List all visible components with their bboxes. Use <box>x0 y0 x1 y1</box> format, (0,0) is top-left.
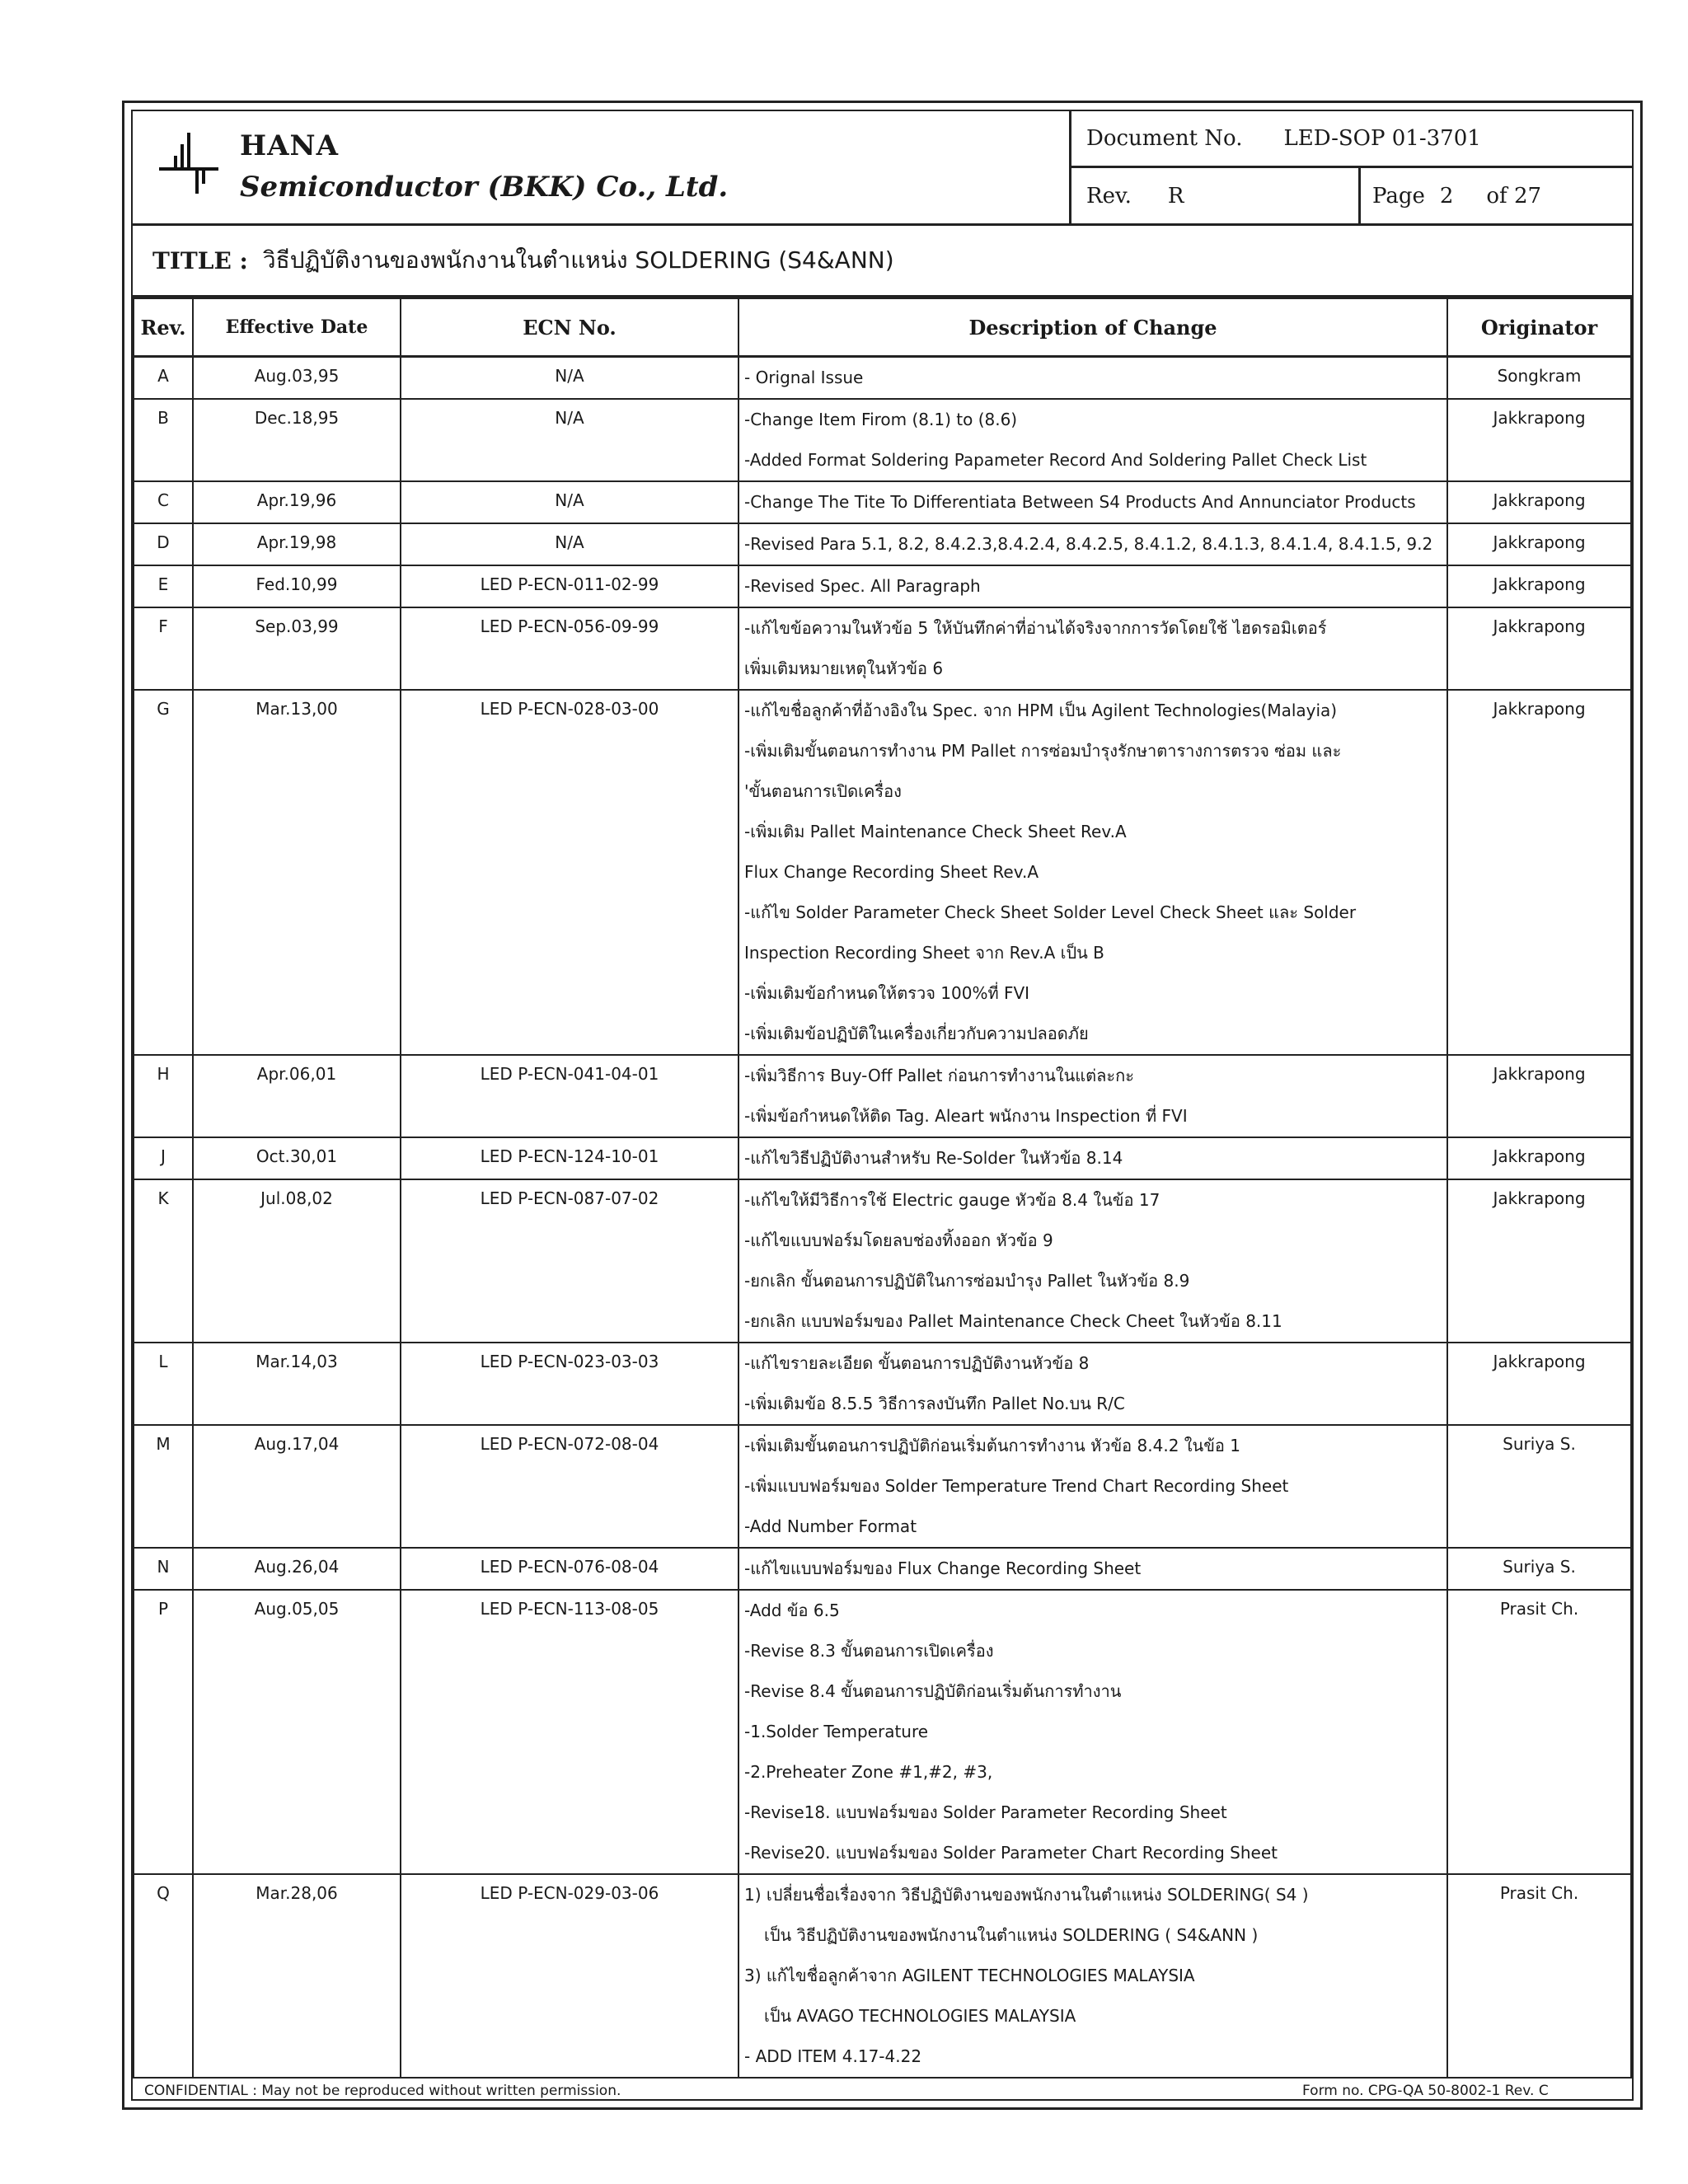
description-line: -Revise20. แบบฟอร์มของ Solder Parameter Chart Recording Sheet <box>744 1843 1278 1863</box>
description-line: เป็น วิธีปฏิบัติงานของพนักงานในตำแหน่ง SOLDERING ( S4&ANN ) <box>764 1925 1259 1945</box>
rev-cell: P <box>134 1590 193 1874</box>
document-inner-frame <box>131 110 1634 2101</box>
ecn-number-cell: LED P-ECN-023-03-03 <box>401 1343 738 1425</box>
ecn-number-cell: LED P-ECN-028-03-00 <box>401 690 738 1055</box>
title-label: TITLE : <box>152 246 248 274</box>
description-line: 3) แก้ไขชื่อลูกค้าจาก AGILENT TECHNOLOGIES MALAYSIA <box>744 1966 1195 1985</box>
originator-cell: Suriya S. <box>1447 1425 1631 1548</box>
effective-date-cell: Aug.05,05 <box>193 1590 401 1874</box>
document-number-row <box>1071 111 1632 168</box>
ecn-number-cell: LED P-ECN-124-10-01 <box>401 1137 738 1179</box>
description-cell <box>738 399 1447 481</box>
description-line: -เพิ่มข้อกำหนดให้ติด Tag. Aleart พนักงาน Inspection ที่ FVI <box>744 1106 1188 1126</box>
table-row <box>134 1055 1631 1137</box>
ecn-number-cell: N/A <box>401 399 738 481</box>
table-row <box>134 607 1631 690</box>
description-cell <box>738 481 1447 523</box>
description-line: 'ขั้นตอนการเปิดเครื่อง <box>744 781 902 801</box>
header-originator: Originator <box>1447 298 1631 357</box>
effective-date-cell: Aug.03,95 <box>193 357 401 400</box>
originator-cell: Jakkrapong <box>1447 523 1631 565</box>
ecn-number-cell: LED P-ECN-041-04-01 <box>401 1055 738 1137</box>
page-total: of 27 <box>1486 183 1542 209</box>
revision-history-table <box>133 298 1632 2079</box>
ecn-number-cell: LED P-ECN-056-09-99 <box>401 607 738 690</box>
rev-cell: E <box>134 565 193 607</box>
table-row <box>134 1179 1631 1343</box>
originator-cell: Jakkrapong <box>1447 1343 1631 1425</box>
description-cell <box>738 523 1447 565</box>
rev-cell: K <box>134 1179 193 1343</box>
table-row <box>134 357 1631 400</box>
description-line: 1) เปลี่ยนชื่อเรื่องจาก วิธีปฏิบัติงานของพนักงานในตำแหน่ง SOLDERING( S4 ) <box>744 1885 1309 1905</box>
description-line: -Add Number Format <box>744 1516 917 1536</box>
description-line: เป็น AVAGO TECHNOLOGIES MALAYSIA <box>764 2006 1076 2026</box>
description-line: -เพิ่มเติมขั้นตอนการปฏิบัติก่อนเริ่มต้นการทำงาน หัวข้อ 8.4.2 ในข้อ 1 <box>744 1436 1240 1455</box>
description-line: -Revise18. แบบฟอร์มของ Solder Parameter Recording Sheet <box>744 1802 1227 1822</box>
table-row <box>134 1425 1631 1548</box>
revision-page-row <box>1071 168 1632 223</box>
revision-value: R <box>1167 183 1184 209</box>
ecn-number-cell: LED P-ECN-029-03-06 <box>401 1874 738 2078</box>
header-effective-date: Effective Date <box>193 298 401 357</box>
originator-cell: Songkram <box>1447 357 1631 400</box>
description-line: -แก้ไขแบบฟอร์มของ Flux Change Recording Sheet <box>744 1558 1142 1578</box>
table-header-row <box>134 298 1631 357</box>
description-line: -เพิ่มเติมข้อ 8.5.5 วิธีการลงบันทึก Pallet No.บน R/C <box>744 1394 1125 1413</box>
company-name-block <box>240 129 728 204</box>
rev-cell: A <box>134 357 193 400</box>
description-cell <box>738 1137 1447 1179</box>
description-cell <box>738 1425 1447 1548</box>
description-line: -เพิ่มเติมข้อปฏิบัติในเครื่องเกี่ยวกับความปลอดภัย <box>744 1024 1089 1043</box>
document-title: วิธีปฏิบัติงานของพนักงานในตำแหน่ง SOLDERING (S4&ANN) <box>262 246 894 274</box>
description-cell <box>738 1343 1447 1425</box>
originator-cell: Jakkrapong <box>1447 565 1631 607</box>
table-row <box>134 481 1631 523</box>
effective-date-cell: Sep.03,99 <box>193 607 401 690</box>
description-line: -Revise 8.3 ขั้นตอนการเปิดเครื่อง <box>744 1641 994 1661</box>
effective-date-cell: Apr.06,01 <box>193 1055 401 1137</box>
table-row <box>134 1343 1631 1425</box>
description-line: -Add ข้อ 6.5 <box>744 1601 840 1620</box>
description-line: -Change The Tite To Differentiata Between S4 Products And Annunciator Products <box>744 492 1416 512</box>
title-row <box>133 226 1632 298</box>
originator-cell: Jakkrapong <box>1447 607 1631 690</box>
originator-cell: Jakkrapong <box>1447 1137 1631 1179</box>
header-rev: Rev. <box>134 298 193 357</box>
effective-date-cell: Apr.19,96 <box>193 481 401 523</box>
effective-date-cell: Mar.14,03 <box>193 1343 401 1425</box>
description-cell <box>738 1590 1447 1874</box>
company-name: HANA <box>240 129 339 162</box>
rev-cell: N <box>134 1548 193 1590</box>
document-number-label: Document No. <box>1086 126 1243 151</box>
description-line: -แก้ไขรายละเอียด ขั้นตอนการปฏิบัติงานหัวข้อ 8 <box>744 1353 1090 1373</box>
effective-date-cell: Aug.17,04 <box>193 1425 401 1548</box>
effective-date-cell: Mar.28,06 <box>193 1874 401 2078</box>
ecn-number-cell: LED P-ECN-072-08-04 <box>401 1425 738 1548</box>
table-row <box>134 1137 1631 1179</box>
description-line: -2.Preheater Zone #1,#2, #3, <box>744 1762 993 1782</box>
description-line: -แก้ไขวิธีปฏิบัติงานสำหรับ Re-Solder ในหัวข้อ 8.14 <box>744 1148 1123 1168</box>
description-cell <box>738 607 1447 690</box>
description-line: -Revise 8.4 ขั้นตอนการปฏิบัติก่อนเริ่มต้นการทำงาน <box>744 1681 1122 1701</box>
company-cell <box>133 111 1071 223</box>
table-row <box>134 565 1631 607</box>
description-line: - Orignal Issue <box>744 368 864 387</box>
document-header <box>133 111 1632 226</box>
table-row <box>134 1590 1631 1874</box>
description-line: -แก้ไข Solder Parameter Check Sheet Solder Level Check Sheet และ Solder <box>744 902 1357 922</box>
description-line: -Revised Para 5.1, 8.2, 8.4.2.3,8.4.2.4, 8.4.2.5, 8.4.1.2, 8.4.1.3, 8.4.1.4, 8.4.1.5, 9.2 <box>744 534 1433 554</box>
originator-cell: Jakkrapong <box>1447 1179 1631 1343</box>
description-line: - ADD ITEM 4.17-4.22 <box>744 2046 922 2066</box>
form-number: Form no. CPG-QA 50-8002-1 Rev. C <box>1302 2083 1549 2099</box>
originator-cell: Jakkrapong <box>1447 399 1631 481</box>
effective-date-cell: Dec.18,95 <box>193 399 401 481</box>
header-description: Description of Change <box>738 298 1447 357</box>
description-line: -แก้ไขข้อความในหัวข้อ 5 ให้บันทึกค่าที่อ่านได้จริงจากการวัดโดยใช้ ไฮดรอมิเตอร์ <box>744 618 1327 638</box>
description-line: -Revised Spec. All Paragraph <box>744 576 981 596</box>
page-label: Page <box>1372 183 1425 209</box>
description-line: -เพิ่มเติมข้อกำหนดให้ตรวจ 100%ที่ FVI <box>744 983 1030 1003</box>
description-line: -เพิ่มเติมขั้นตอนการทำงาน PM Pallet การซ่อมบำรุงรักษาตารางการตรวจ ซ่อม และ <box>744 741 1342 761</box>
table-row <box>134 690 1631 1055</box>
description-line: -เพิ่มวิธีการ Buy-Off Pallet ก่อนการทำงานในแต่ละกะ <box>744 1066 1134 1085</box>
rev-cell: M <box>134 1425 193 1548</box>
ecn-number-cell: N/A <box>401 481 738 523</box>
originator-cell: Prasit Ch. <box>1447 1590 1631 1874</box>
document-number: LED-SOP 01-3701 <box>1283 126 1481 151</box>
description-cell <box>738 565 1447 607</box>
effective-date-cell: Jul.08,02 <box>193 1179 401 1343</box>
ecn-number-cell: LED P-ECN-087-07-02 <box>401 1179 738 1343</box>
rev-cell: B <box>134 399 193 481</box>
document-info-cell <box>1071 111 1632 223</box>
description-line: -Change Item Firom (8.1) to (8.6) <box>744 410 1018 429</box>
rev-cell: F <box>134 607 193 690</box>
table-row <box>134 523 1631 565</box>
originator-cell: Jakkrapong <box>1447 481 1631 523</box>
ecn-number-cell: LED P-ECN-011-02-99 <box>401 565 738 607</box>
description-line: -แก้ไขให้มีวิธีการใช้ Electric gauge หัวข้อ 8.4 ในข้อ 17 <box>744 1190 1160 1210</box>
originator-cell: Prasit Ch. <box>1447 1874 1631 2078</box>
rev-cell: D <box>134 523 193 565</box>
revision-cell <box>1071 168 1361 223</box>
confidential-notice: CONFIDENTIAL : May not be reproduced without written permission. <box>144 2083 621 2099</box>
rev-cell: J <box>134 1137 193 1179</box>
effective-date-cell: Mar.13,00 <box>193 690 401 1055</box>
description-line: Flux Change Recording Sheet Rev.A <box>744 862 1039 882</box>
ecn-number-cell: N/A <box>401 523 738 565</box>
description-line: -เพิ่มแบบฟอร์มของ Solder Temperature Trend Chart Recording Sheet <box>744 1476 1289 1496</box>
description-line: -เพิ่มเติม Pallet Maintenance Check Sheet Rev.A <box>744 822 1127 841</box>
description-line: -ยกเลิก ขั้นตอนการปฏิบัติในการซ่อมบำรุง Pallet ในหัวข้อ 8.9 <box>744 1271 1190 1291</box>
ecn-number-cell: LED P-ECN-076-08-04 <box>401 1548 738 1590</box>
revision-label: Rev. <box>1086 183 1132 209</box>
document-frame <box>122 101 1643 2110</box>
page-number: 2 <box>1439 183 1454 209</box>
company-subtitle: Semiconductor (BKK) Co., Ltd. <box>240 171 729 204</box>
rev-cell: Q <box>134 1874 193 2078</box>
ecn-number-cell: N/A <box>401 357 738 400</box>
description-line: -แก้ไขชื่อลูกค้าที่อ้างอิงใน Spec. จาก HPM เป็น Agilent Technologies(Malayia) <box>744 701 1338 720</box>
table-row <box>134 1548 1631 1590</box>
table-row <box>134 399 1631 481</box>
description-line: -ยกเลิก แบบฟอร์มของ Pallet Maintenance Check Cheet ในหัวข้อ 8.11 <box>744 1311 1282 1331</box>
description-line: เพิ่มเติมหมายเหตุในหัวข้อ 6 <box>744 658 944 678</box>
description-cell <box>738 1874 1447 2078</box>
company-logo-icon <box>159 133 218 194</box>
originator-cell: Jakkrapong <box>1447 1055 1631 1137</box>
rev-cell: G <box>134 690 193 1055</box>
effective-date-cell: Aug.26,04 <box>193 1548 401 1590</box>
description-cell <box>738 1548 1447 1590</box>
originator-cell: Suriya S. <box>1447 1548 1631 1590</box>
description-line: -Added Format Soldering Papameter Record And Soldering Pallet Check List <box>744 450 1367 470</box>
header-ecn-no: ECN No. <box>401 298 738 357</box>
description-cell <box>738 1055 1447 1137</box>
description-cell <box>738 690 1447 1055</box>
description-line: Inspection Recording Sheet จาก Rev.A เป็น B <box>744 943 1104 963</box>
originator-cell: Jakkrapong <box>1447 690 1631 1055</box>
rev-cell: H <box>134 1055 193 1137</box>
description-line: -แก้ไขแบบฟอร์มโดยลบช่องทิ้งออก หัวข้อ 9 <box>744 1230 1053 1250</box>
effective-date-cell: Fed.10,99 <box>193 565 401 607</box>
description-cell <box>738 357 1447 400</box>
table-row <box>134 1874 1631 2078</box>
page-cell <box>1361 168 1632 223</box>
effective-date-cell: Apr.19,98 <box>193 523 401 565</box>
description-cell <box>738 1179 1447 1343</box>
ecn-number-cell: LED P-ECN-113-08-05 <box>401 1590 738 1874</box>
description-line: -1.Solder Temperature <box>744 1722 929 1741</box>
rev-cell: C <box>134 481 193 523</box>
rev-cell: L <box>134 1343 193 1425</box>
effective-date-cell: Oct.30,01 <box>193 1137 401 1179</box>
